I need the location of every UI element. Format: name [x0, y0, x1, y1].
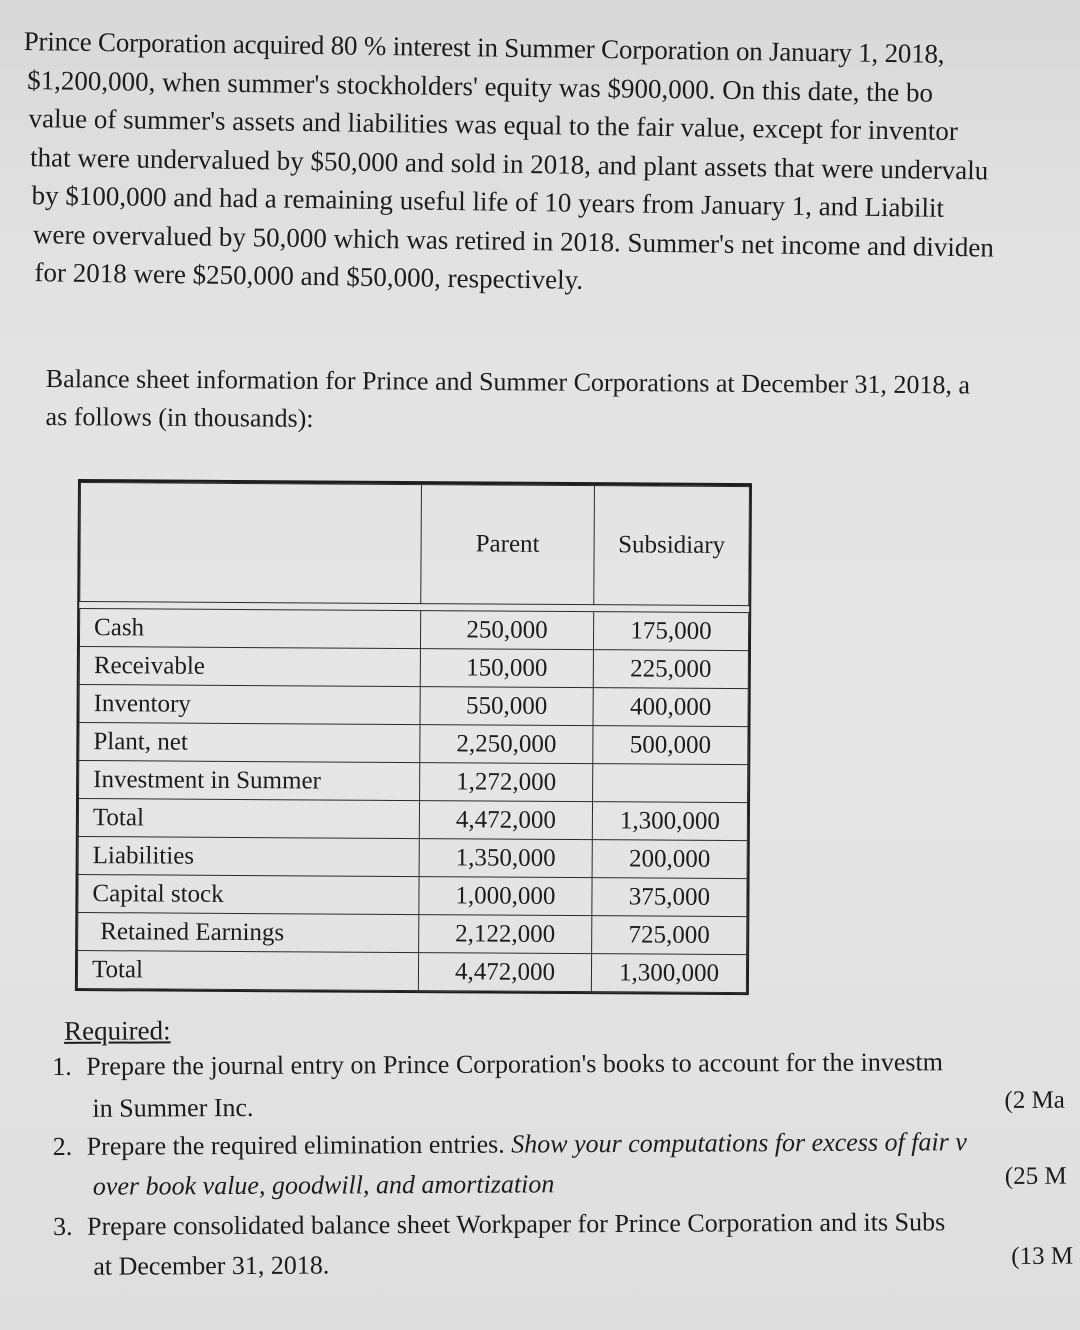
table-header-subsidiary: Subsidiary: [594, 486, 750, 606]
item-marks: (25 M: [1004, 1162, 1067, 1190]
table-row: [77, 951, 746, 993]
required-item-1: [52, 1047, 944, 1123]
parent-value: 1,272,000: [420, 763, 593, 802]
balance-sheet-intro: [45, 360, 1080, 444]
subsidiary-value: 1,300,000: [592, 802, 747, 841]
intro-line: value of summer's assets and liabilities was equal to the fair value, except for inventor: [28, 103, 959, 147]
parent-value: 4,472,000: [419, 801, 592, 840]
parent-value: 1,000,000: [419, 877, 592, 916]
item-marks: (13 M: [1011, 1242, 1074, 1270]
subsidiary-value: 1,300,000: [591, 954, 746, 993]
intro-line: $1,200,000, when summer's stockholders' equity was $900,000. On this date, the bo: [26, 64, 934, 108]
parent-value: 550,000: [420, 687, 593, 726]
row-label: Retained Earnings: [78, 913, 419, 953]
row-label: Total: [78, 799, 419, 839]
required-item-2: [52, 1127, 967, 1201]
required-heading: Required:: [63, 1015, 171, 1046]
row-label: Investment in Summer: [79, 761, 420, 801]
subsidiary-value: 375,000: [592, 878, 747, 917]
table-row: [78, 799, 747, 841]
required-section: [44, 1010, 1080, 1281]
parent-value: 250,000: [420, 611, 593, 650]
required-item-3: [53, 1207, 946, 1281]
table-row: [78, 913, 747, 955]
table-header-parent: Parent: [421, 485, 595, 605]
subsidiary-value: [593, 764, 748, 803]
table-row: [78, 875, 747, 917]
row-label: Inventory: [79, 685, 420, 725]
table-row: [79, 609, 748, 651]
item-marks: (2 Ma: [1004, 1086, 1065, 1114]
problem-intro-paragraph: [20, 22, 1080, 307]
row-label: Receivable: [79, 647, 420, 687]
subsidiary-value: 725,000: [592, 916, 747, 955]
row-label: Total: [77, 951, 418, 991]
parent-value: 150,000: [420, 649, 593, 688]
row-label: Capital stock: [78, 875, 419, 915]
table-row: [79, 685, 748, 727]
intro-line: were overvalued by 50,000 which was retired in 2018. Summer's net income and dividen: [32, 218, 995, 263]
row-label: Liabilities: [78, 837, 419, 877]
item-number: 1.: [52, 1051, 72, 1081]
table-header-row: [80, 483, 750, 606]
item-text-continued: over book value, goodwill, and amortization: [92, 1169, 555, 1201]
table-row: [78, 837, 747, 879]
item-text: Prepare the journal entry on Prince Corporation's books to account for the investm: [86, 1047, 944, 1081]
parent-value: 2,122,000: [419, 915, 592, 954]
item-text-continued: in Summer Inc.: [92, 1092, 254, 1123]
subsidiary-value: 400,000: [593, 688, 748, 727]
item-text-italic: Show your computations for excess of fair v: [511, 1127, 967, 1159]
item-number: 3.: [53, 1211, 73, 1241]
item-number: 2.: [52, 1131, 73, 1161]
table-row: [79, 647, 748, 689]
subsidiary-value: 500,000: [593, 726, 748, 765]
parent-value: 4,472,000: [418, 953, 591, 992]
balance-intro-line: as follows (in thousands):: [45, 401, 314, 433]
item-text-continued: at December 31, 2018.: [93, 1250, 330, 1281]
row-label: Cash: [79, 609, 420, 649]
intro-line: by $100,000 and had a remaining useful life of 10 years from January 1, and Liabilit: [31, 180, 945, 223]
row-label: Plant, net: [79, 723, 420, 763]
item-text: Prepare the required elimination entries.: [86, 1129, 512, 1161]
parent-value: 1,350,000: [419, 839, 592, 878]
table-row: [79, 761, 748, 803]
intro-line: for 2018 were $250,000 and $50,000, respectively.: [34, 257, 584, 295]
balance-intro-line: Balance sheet information for Prince and Summer Corporations at December 31, 2018, a: [45, 363, 971, 400]
intro-line: that were undervalued by $50,000 and sold in 2018, and plant assets that were undervalu: [29, 141, 989, 185]
intro-line: Prince Corporation acquired 80 % interest in Summer Corporation on January 1, 2018,: [23, 25, 945, 69]
parent-value: 2,250,000: [420, 725, 593, 764]
table-header-blank: [80, 483, 422, 604]
item-text: Prepare consolidated balance sheet Workpaper for Prince Corporation and its Subs: [87, 1207, 946, 1241]
subsidiary-value: 175,000: [593, 612, 748, 651]
balance-sheet-table: [75, 479, 752, 995]
subsidiary-value: 225,000: [593, 650, 748, 689]
table-row: [79, 723, 748, 765]
subsidiary-value: 200,000: [592, 840, 747, 879]
